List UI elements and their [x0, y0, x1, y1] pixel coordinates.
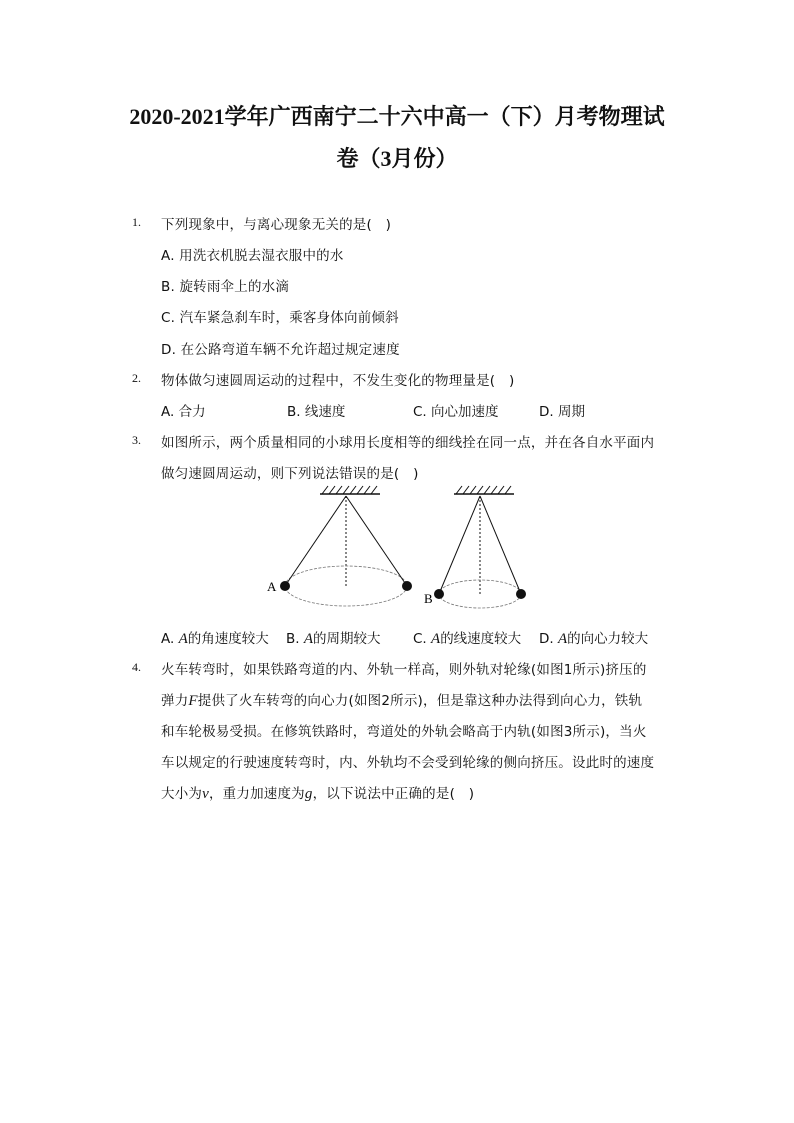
q3-option-c: C. A的线速度较大	[413, 631, 522, 647]
q4-line-5: 大小为v，重力加速度为g，以下说法中正确的是( )	[161, 786, 475, 802]
pendulum-b	[424, 486, 526, 608]
pendulum-figure	[260, 484, 560, 614]
q3-stem-line-1: 如图所示，两个质量相同的小球用长度相等的细线拴在同一点，并在各自水平面内	[161, 435, 655, 451]
q4-line-1: 火车转弯时，如果铁路弯道的内、外轨一样高，则外轨对轮缘(如图1所示)挤压的	[161, 662, 647, 678]
q3-option-d: D. A的向心力较大	[539, 631, 649, 647]
q1-option-c: C. 汽车紧急刹车时，乘客身体向前倾斜	[161, 310, 399, 326]
q2-option-b: B. 线速度	[287, 404, 346, 420]
title-line-2: 卷（3月份）	[336, 146, 458, 171]
q1-option-b: B. 旋转雨伞上的水滴	[161, 279, 290, 295]
q3-stem-line-2: 做匀速圆周运动，则下列说法错误的是( )	[161, 466, 419, 482]
q4-line-2: 弹力F提供了火车转弯的向心力(如图2所示)，但是靠这种办法得到向心力，铁轨	[161, 693, 643, 709]
q1-number: 1.	[132, 215, 141, 229]
q3-option-a: A. A的角速度较大	[161, 631, 269, 647]
label-a: A	[267, 579, 277, 594]
q3-option-b: B. A的周期较大	[286, 631, 381, 647]
q2-number: 2.	[132, 371, 141, 385]
q3-number: 3.	[132, 433, 141, 447]
q2-option-a: A. 合力	[161, 404, 206, 420]
document-title	[100, 96, 694, 180]
q2-stem: 物体做匀速圆周运动的过程中，不发生变化的物理量是( )	[161, 373, 515, 389]
q4-number: 4.	[132, 660, 141, 674]
title-line-1: 2020-2021学年广西南宁二十六中高一（下）月考物理试	[129, 104, 665, 129]
q4-line-4: 车以规定的行驶速度转弯时，内、外轨均不会受到轮缘的侧向挤压。设此时的速度	[161, 755, 655, 771]
q1-option-a: A. 用洗衣机脱去湿衣服中的水	[161, 248, 344, 264]
q1-option-d: D. 在公路弯道车辆不允许超过规定速度	[161, 342, 400, 358]
q2-option-c: C. 向心加速度	[413, 404, 499, 420]
q4-line-3: 和车轮极易受损。在修筑铁路时，弯道处的外轨会略高于内轨(如图3所示)，当火	[161, 724, 647, 740]
q2-option-d: D. 周期	[539, 404, 585, 420]
q1-stem: 下列现象中，与离心现象无关的是( )	[161, 217, 392, 233]
pendulum-a	[267, 486, 412, 606]
label-b: B	[424, 591, 433, 606]
